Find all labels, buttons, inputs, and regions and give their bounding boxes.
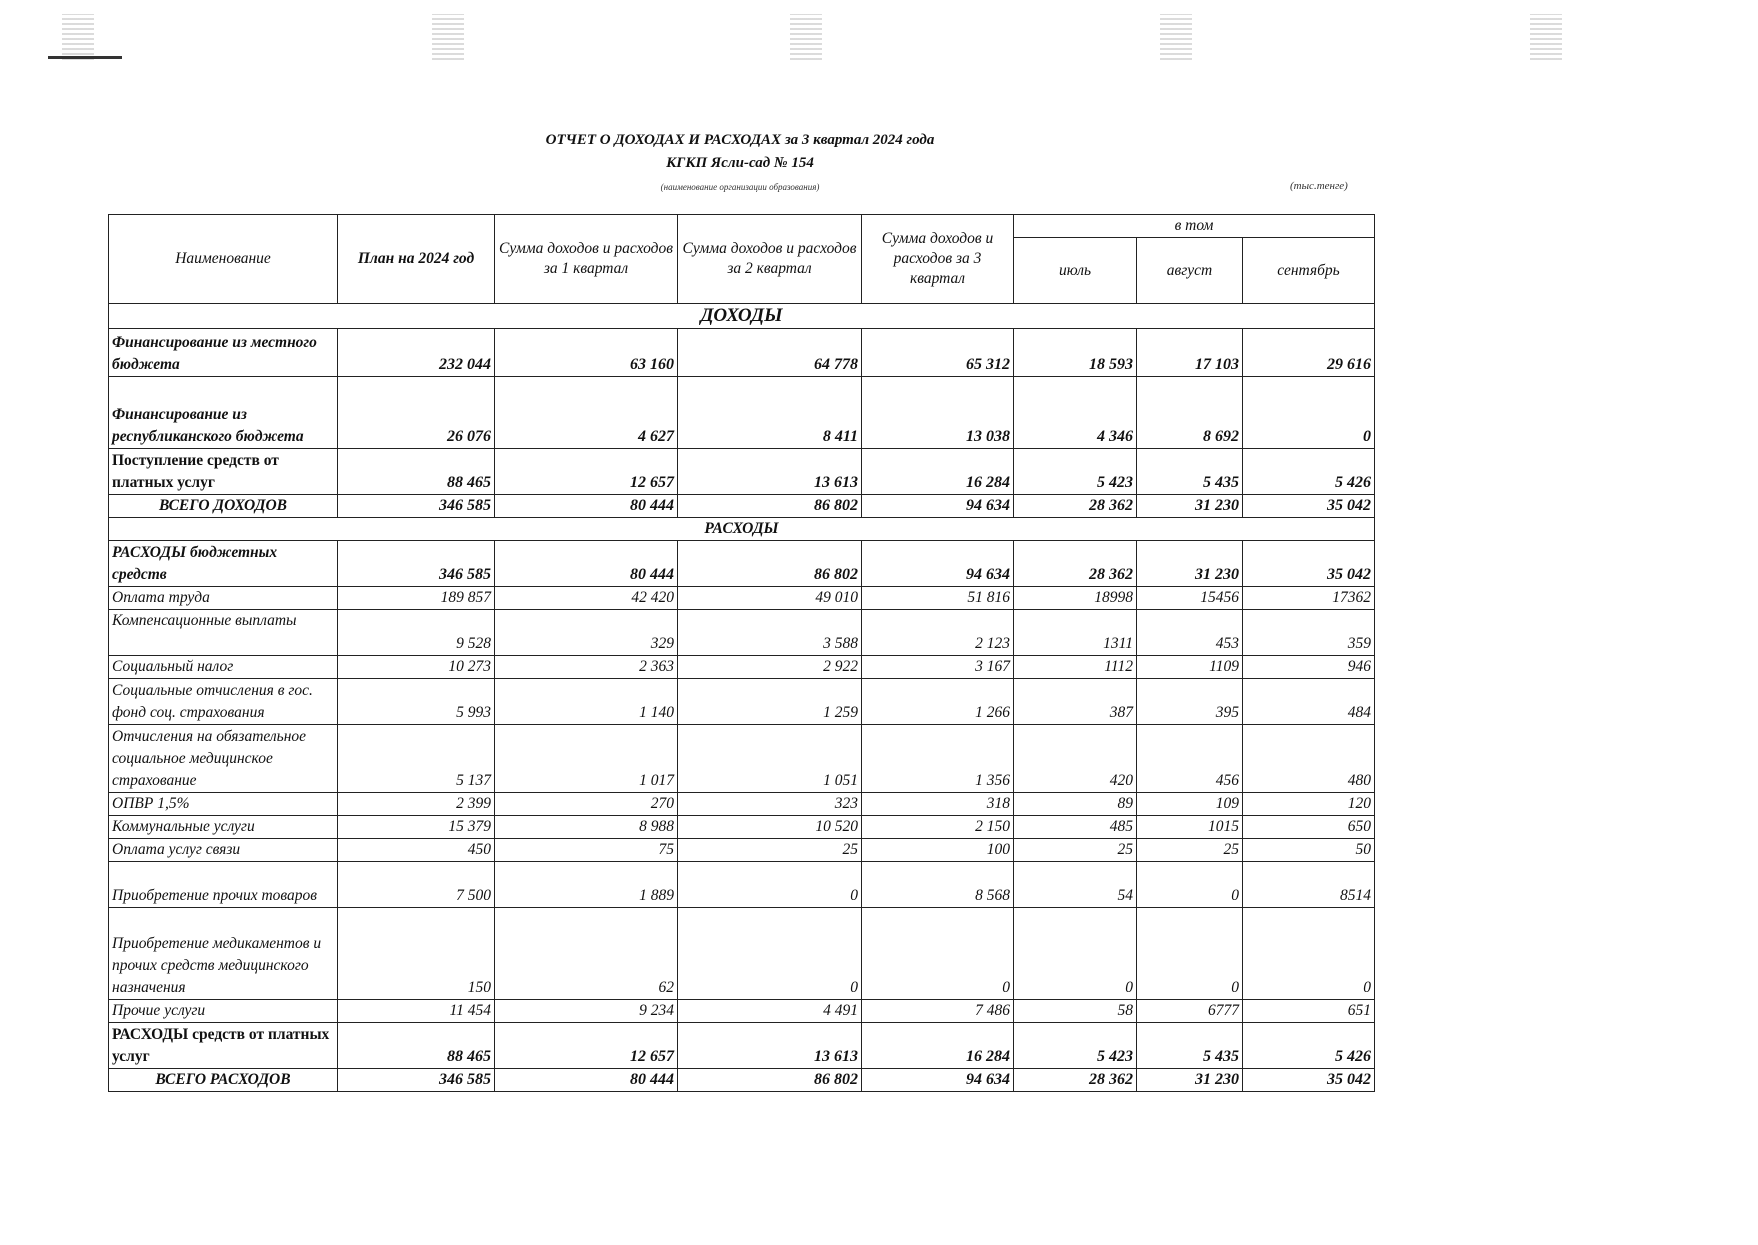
row-name: Социальный налог (109, 656, 338, 679)
cell-q3: 94 634 (862, 541, 1014, 587)
cell-q3: 2 150 (862, 816, 1014, 839)
row-name: Коммунальные услуги (109, 816, 338, 839)
cell-q2: 13 613 (678, 449, 862, 495)
organization-name: КГКП Ясли-сад № 154 (666, 155, 814, 171)
cell-q2: 8 411 (678, 377, 862, 449)
row-name: Поступление средств от платных услуг (109, 449, 338, 495)
cell-plan: 189 857 (338, 587, 495, 610)
cell-m1: 387 (1014, 679, 1137, 725)
table-row (109, 449, 1375, 495)
cell-m1: 28 362 (1014, 1069, 1137, 1092)
table-row (109, 656, 1375, 679)
cell-plan: 88 465 (338, 1023, 495, 1069)
cell-m3: 946 (1243, 656, 1375, 679)
cell-q1: 1 017 (495, 725, 678, 793)
cell-m3: 120 (1243, 793, 1375, 816)
cell-q1: 63 160 (495, 329, 678, 377)
cell-m1: 89 (1014, 793, 1137, 816)
row-name: Прочие услуги (109, 1000, 338, 1023)
cell-q2: 13 613 (678, 1023, 862, 1069)
cell-q1: 8 988 (495, 816, 678, 839)
scan-mark (790, 14, 822, 60)
cell-m2: 395 (1137, 679, 1243, 725)
cell-m3: 651 (1243, 1000, 1375, 1023)
cell-m1: 18 593 (1014, 329, 1137, 377)
header-plan: План на 2024 год (338, 215, 495, 304)
cell-plan: 11 454 (338, 1000, 495, 1023)
row-name: Приобретение прочих товаров (109, 862, 338, 908)
row-name: Отчисления на обязательное социальное медицинское страхование (109, 725, 338, 793)
cell-m2: 453 (1137, 610, 1243, 656)
cell-m2: 31 230 (1137, 541, 1243, 587)
cell-q3: 1 266 (862, 679, 1014, 725)
cell-q3: 100 (862, 839, 1014, 862)
cell-m2: 0 (1137, 862, 1243, 908)
cell-m1: 28 362 (1014, 495, 1137, 518)
section-row (109, 518, 1375, 541)
cell-q3: 13 038 (862, 377, 1014, 449)
scan-mark (432, 14, 464, 60)
units-label: (тыс.тенге) (1290, 180, 1348, 192)
table-row (109, 862, 1375, 908)
cell-m3: 35 042 (1243, 1069, 1375, 1092)
cell-q3: 3 167 (862, 656, 1014, 679)
cell-m1: 18998 (1014, 587, 1137, 610)
table-row (109, 377, 1375, 449)
cell-q2: 64 778 (678, 329, 862, 377)
cell-q1: 80 444 (495, 1069, 678, 1092)
cell-q2: 86 802 (678, 541, 862, 587)
cell-q1: 12 657 (495, 1023, 678, 1069)
cell-q1: 329 (495, 610, 678, 656)
section-expenses: РАСХОДЫ (109, 518, 1375, 541)
table-row (109, 1000, 1375, 1023)
header-q1: Сумма доходов и расходов за 1 квартал (495, 215, 678, 304)
cell-m3: 5 426 (1243, 1023, 1375, 1069)
cell-plan: 10 273 (338, 656, 495, 679)
cell-q2: 86 802 (678, 1069, 862, 1092)
row-name: Компенсационные выплаты (109, 610, 338, 656)
cell-m2: 0 (1137, 908, 1243, 1000)
cell-m3: 8514 (1243, 862, 1375, 908)
row-name: Оплата труда (109, 587, 338, 610)
organization-caption: (наименование организации образования) (660, 182, 820, 192)
cell-q1: 80 444 (495, 495, 678, 518)
table-row (109, 725, 1375, 793)
table-row (109, 541, 1375, 587)
cell-q3: 16 284 (862, 449, 1014, 495)
cell-q2: 0 (678, 908, 862, 1000)
table-row (109, 908, 1375, 1000)
row-name: Приобретение медикаментов и прочих средств медицинского назначения (109, 908, 338, 1000)
cell-q2: 0 (678, 862, 862, 908)
cell-m2: 6777 (1137, 1000, 1243, 1023)
total-expenses-label: ВСЕГО РАСХОДОВ (109, 1069, 338, 1092)
cell-m3: 17362 (1243, 587, 1375, 610)
scan-bar (48, 56, 122, 59)
cell-plan: 346 585 (338, 1069, 495, 1092)
cell-m3: 480 (1243, 725, 1375, 793)
cell-q1: 62 (495, 908, 678, 1000)
header-q2: Сумма доходов и расходов за 2 квартал (678, 215, 862, 304)
cell-m1: 58 (1014, 1000, 1137, 1023)
cell-q1: 42 420 (495, 587, 678, 610)
cell-q3: 0 (862, 908, 1014, 1000)
cell-m3: 0 (1243, 377, 1375, 449)
cell-m3: 0 (1243, 908, 1375, 1000)
cell-plan: 5 993 (338, 679, 495, 725)
cell-plan: 15 379 (338, 816, 495, 839)
cell-m3: 50 (1243, 839, 1375, 862)
cell-q3: 65 312 (862, 329, 1014, 377)
cell-q1: 270 (495, 793, 678, 816)
table-row (109, 1023, 1375, 1069)
cell-q1: 75 (495, 839, 678, 862)
cell-plan: 450 (338, 839, 495, 862)
row-name: ОПВР 1,5% (109, 793, 338, 816)
cell-plan: 7 500 (338, 862, 495, 908)
cell-q1: 1 140 (495, 679, 678, 725)
cell-m1: 485 (1014, 816, 1137, 839)
header-month-july: июль (1014, 238, 1137, 304)
total-income-label: ВСЕГО ДОХОДОВ (109, 495, 338, 518)
cell-q1: 9 234 (495, 1000, 678, 1023)
table-row (109, 587, 1375, 610)
scan-mark (1530, 14, 1562, 60)
cell-plan: 346 585 (338, 541, 495, 587)
cell-plan: 26 076 (338, 377, 495, 449)
cell-m1: 28 362 (1014, 541, 1137, 587)
cell-q1: 1 889 (495, 862, 678, 908)
cell-q3: 16 284 (862, 1023, 1014, 1069)
cell-q3: 7 486 (862, 1000, 1014, 1023)
cell-q2: 323 (678, 793, 862, 816)
cell-q3: 8 568 (862, 862, 1014, 908)
cell-plan: 9 528 (338, 610, 495, 656)
cell-q3: 51 816 (862, 587, 1014, 610)
cell-m1: 0 (1014, 908, 1137, 1000)
cell-m3: 35 042 (1243, 495, 1375, 518)
cell-q2: 1 051 (678, 725, 862, 793)
cell-q2: 86 802 (678, 495, 862, 518)
report-table (108, 214, 1375, 1092)
cell-m2: 456 (1137, 725, 1243, 793)
scan-mark (62, 14, 94, 60)
cell-q2: 4 491 (678, 1000, 862, 1023)
cell-q2: 10 520 (678, 816, 862, 839)
header-group: в том (1014, 215, 1375, 238)
cell-m1: 25 (1014, 839, 1137, 862)
cell-q2: 1 259 (678, 679, 862, 725)
cell-q1: 2 363 (495, 656, 678, 679)
cell-m1: 4 346 (1014, 377, 1137, 449)
row-name: Финансирование из республиканского бюджета (109, 377, 338, 449)
cell-plan: 346 585 (338, 495, 495, 518)
cell-m3: 359 (1243, 610, 1375, 656)
row-name: Социальные отчисления в гос. фонд соц. страхования (109, 679, 338, 725)
cell-m2: 31 230 (1137, 1069, 1243, 1092)
cell-m2: 1015 (1137, 816, 1243, 839)
cell-m1: 1311 (1014, 610, 1137, 656)
table-row (109, 329, 1375, 377)
cell-m3: 484 (1243, 679, 1375, 725)
row-name: РАСХОДЫ средств от платных услуг (109, 1023, 338, 1069)
section-income: ДОХОДЫ (109, 304, 1375, 329)
cell-m2: 109 (1137, 793, 1243, 816)
table-row (109, 610, 1375, 656)
cell-m1: 5 423 (1014, 449, 1137, 495)
row-name: РАСХОДЫ бюджетных средств (109, 541, 338, 587)
cell-plan: 5 137 (338, 725, 495, 793)
cell-q3: 1 356 (862, 725, 1014, 793)
header-name: Наименование (109, 215, 338, 304)
cell-m2: 5 435 (1137, 1023, 1243, 1069)
cell-m3: 650 (1243, 816, 1375, 839)
cell-plan: 88 465 (338, 449, 495, 495)
row-name: Финансирование из местного бюджета (109, 329, 338, 377)
cell-m2: 25 (1137, 839, 1243, 862)
cell-m1: 1112 (1014, 656, 1137, 679)
cell-q3: 94 634 (862, 495, 1014, 518)
cell-q1: 80 444 (495, 541, 678, 587)
total-row (109, 495, 1375, 518)
header-q3: Сумма доходов и расходов за 3 квартал (862, 215, 1014, 304)
cell-m1: 54 (1014, 862, 1137, 908)
cell-q2: 49 010 (678, 587, 862, 610)
table-row (109, 793, 1375, 816)
cell-plan: 2 399 (338, 793, 495, 816)
header-month-september: сентябрь (1243, 238, 1375, 304)
row-name: Оплата услуг связи (109, 839, 338, 862)
section-row (109, 304, 1375, 329)
cell-m2: 17 103 (1137, 329, 1243, 377)
report-title: ОТЧЕТ О ДОХОДАХ И РАСХОДАХ за 3 квартал 2024 года (545, 132, 935, 148)
cell-m2: 5 435 (1137, 449, 1243, 495)
cell-m1: 420 (1014, 725, 1137, 793)
cell-q3: 2 123 (862, 610, 1014, 656)
cell-m3: 5 426 (1243, 449, 1375, 495)
cell-m2: 1109 (1137, 656, 1243, 679)
cell-q1: 4 627 (495, 377, 678, 449)
cell-m2: 31 230 (1137, 495, 1243, 518)
cell-q2: 2 922 (678, 656, 862, 679)
cell-m1: 5 423 (1014, 1023, 1137, 1069)
table-row (109, 816, 1375, 839)
cell-q1: 12 657 (495, 449, 678, 495)
total-row (109, 1069, 1375, 1092)
cell-m3: 29 616 (1243, 329, 1375, 377)
cell-q2: 25 (678, 839, 862, 862)
cell-plan: 150 (338, 908, 495, 1000)
table-row (109, 839, 1375, 862)
table-row (109, 679, 1375, 725)
cell-m2: 8 692 (1137, 377, 1243, 449)
cell-q3: 318 (862, 793, 1014, 816)
cell-q3: 94 634 (862, 1069, 1014, 1092)
cell-plan: 232 044 (338, 329, 495, 377)
scan-mark (1160, 14, 1192, 60)
cell-m2: 15456 (1137, 587, 1243, 610)
cell-q2: 3 588 (678, 610, 862, 656)
cell-m3: 35 042 (1243, 541, 1375, 587)
header-month-august: август (1137, 238, 1243, 304)
